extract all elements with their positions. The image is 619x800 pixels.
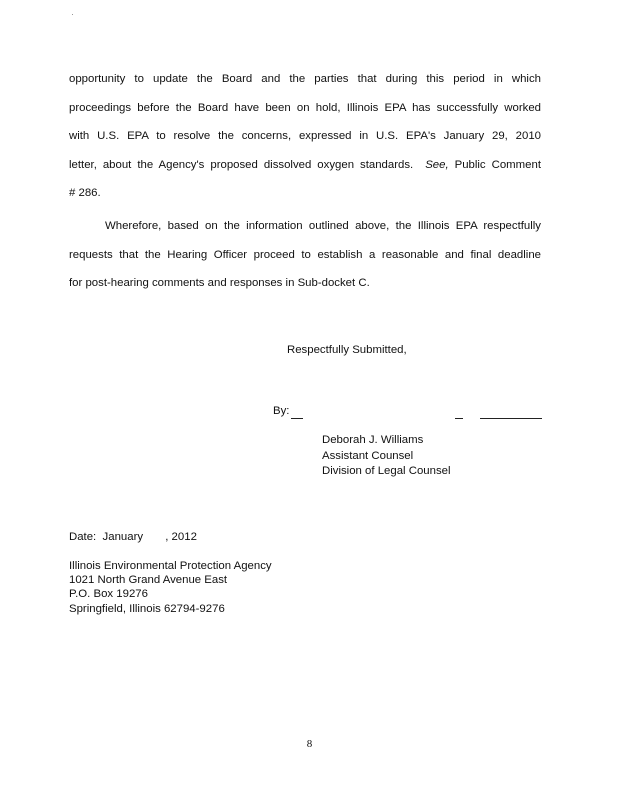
paragraph-line: requests that the Hearing Officer proceed to establish a reasonable and final deadline bbox=[69, 248, 541, 261]
page-number: 8 bbox=[306, 738, 313, 750]
date-line: Date: January , 2012 bbox=[69, 531, 197, 543]
paragraph-line: opportunity to update the Board and the parties that during this period in which bbox=[69, 73, 541, 85]
paragraph-line: proceedings before the Board have been on hold, Illinois EPA has successfully worked bbox=[69, 101, 541, 114]
agency-address bbox=[69, 559, 272, 616]
signatory-division: Division of Legal Counsel bbox=[322, 465, 451, 477]
signatory-title: Assistant Counsel bbox=[322, 449, 414, 462]
citation-public-comment: Public Comment bbox=[448, 158, 541, 171]
address-line: 1021 North Grand Avenue East bbox=[69, 574, 228, 587]
signature-rule bbox=[480, 418, 542, 419]
paragraph-line: Wherefore, based on the information outlined above, the Illinois EPA respectfully bbox=[105, 220, 541, 232]
paragraph-line: with U.S. EPA to resolve the concerns, expressed in U.S. EPA's January 29, 2010 bbox=[69, 130, 541, 142]
by-label: By: bbox=[273, 405, 290, 417]
signatory-block bbox=[322, 433, 451, 480]
signature-rule bbox=[455, 418, 463, 419]
signature-rule bbox=[291, 418, 303, 419]
paragraph-line-text: letter, about the Agency's proposed dissolved oxygen standards. bbox=[69, 158, 414, 171]
stray-mark: · bbox=[71, 9, 74, 19]
citation-see: See, bbox=[425, 158, 449, 171]
address-line: P.O. Box 19276 bbox=[69, 588, 148, 601]
signature-line bbox=[273, 405, 543, 419]
paragraph-wherefore bbox=[69, 212, 541, 298]
address-line: Illinois Environmental Protection Agency bbox=[69, 560, 272, 572]
paragraph-line-with-citation bbox=[69, 151, 541, 180]
address-line: Springfield, Illinois 62794-9276 bbox=[69, 602, 225, 615]
signatory-name: Deborah J. Williams bbox=[322, 434, 424, 446]
closing-text: Respectfully Submitted, bbox=[287, 344, 407, 356]
paragraph-line: # 286. bbox=[69, 187, 101, 199]
paragraph-update bbox=[69, 65, 541, 208]
paragraph-line: for post-hearing comments and responses in Sub-docket C. bbox=[69, 277, 370, 289]
